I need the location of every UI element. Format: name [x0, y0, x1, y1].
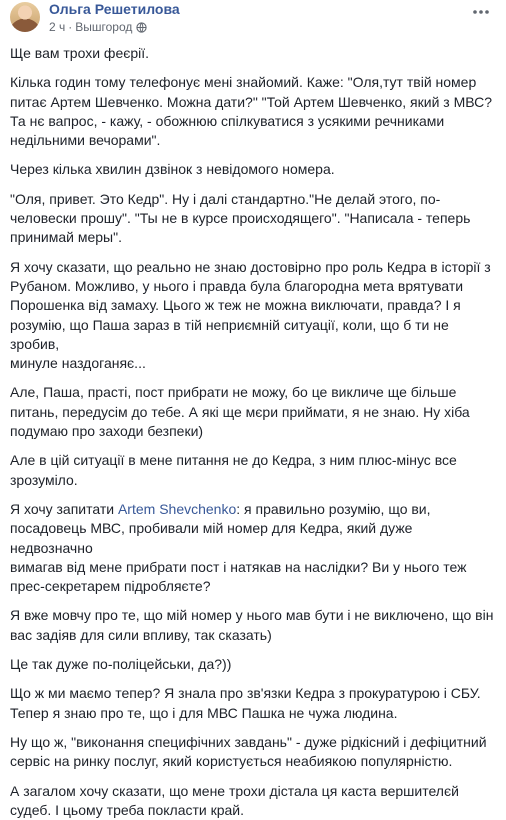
post-paragraph: Через кілька хвилин дзвінок з невідомого номера.	[10, 160, 494, 179]
post-paragraph: А загалом хочу сказати, що мене трохи дістала ця каста вершителєй судеб. І цьому треба покласти край.	[10, 782, 494, 820]
post-meta	[49, 19, 180, 35]
author-avatar[interactable]	[10, 2, 40, 32]
post-paragraph: Я хочу сказати, що реально не знаю достовірно про роль Кедра в історії з Рубаном. Можливо, у нього і правда була благородна мета врятувати Порошенка від замаху. Цього ж теж не можна виключати, правда? І я розумію, що Паша зараз в тій неприємній ситуації, коли, що б ти не зробив, минуле наздоганяє...	[10, 258, 494, 374]
post-paragraph: Що ж ми маємо тепер? Я знала про зв'язки Кедра з прокуратурою і СБУ. Тепер я знаю про те, що і для МВС Пашка не чужа людина.	[10, 684, 494, 723]
post-content	[10, 44, 494, 820]
post-header	[10, 0, 494, 44]
post-paragraph: Я вже мовчу про те, що мій номер у нього мав бути і не виключено, що він вас задіяв для сили впливу, так сказать)	[10, 606, 494, 645]
post-paragraph: Але в цій ситуації в мене питання не до Кедра, з ним плюс-мінус все зрозуміло.	[10, 451, 494, 490]
post-paragraph: Кілька годин тому телефонує мені знайомий. Каже: "Оля,тут твій номер питає Артем Шевченко. Можна дати?" "Той Артем Шевченко, який з МВС? Та нє вапрос, - кажу, - обожнюю спілкуватися з усякими речниками недільними вечорами".	[10, 73, 494, 150]
author-block	[49, 0, 180, 35]
post-paragraph: Але, Паша, прасті, пост прибрати не можу, бо це викличе ще більше питань, передусім до тебе. А які ще мєри приймати, я не знаю. Ну хіба подумаю про заходи безпеки)	[10, 383, 494, 441]
post-location[interactable]: Вышгород	[75, 19, 132, 35]
post-paragraph: Ну що ж, "виконання специфічних завдань" - дуже рідкісний і дефіцитний сервіс на ринку послуг, який користується неабиякою популярністю.	[10, 733, 494, 772]
meta-separator: ·	[68, 19, 72, 35]
post-timestamp[interactable]: 2 ч	[49, 19, 65, 35]
mention-before-text: Я хочу запитати	[10, 501, 118, 517]
post-paragraph-with-mention	[10, 500, 494, 596]
ellipsis-icon[interactable]	[472, 5, 490, 19]
mention-after-text: : я правильно розумію, що ви, посадовець МВС, пробивали мій номер для Кедра, який дуже недвозначно вимагав від мене прибрати пост і натякав на наслідки? Ви у нього теж прес-секретарем підробляєте?	[10, 501, 466, 594]
post-paragraph: Це так дуже по-поліцейськи, да?))	[10, 655, 494, 674]
globe-icon[interactable]	[136, 22, 147, 33]
post-paragraph: "Оля, привет. Это Кедр". Ну і далі стандартно."Не делай этого, по- человески прошу". "Ты не в курсе происходящего". "Написала - теперь принимай меры".	[10, 190, 494, 248]
author-name-link[interactable]: Ольга Решетилова	[49, 1, 180, 18]
post-paragraph: Ще вам трохи феєрії.	[10, 44, 494, 63]
mention-link[interactable]: Artem Shevchenko	[118, 501, 236, 517]
